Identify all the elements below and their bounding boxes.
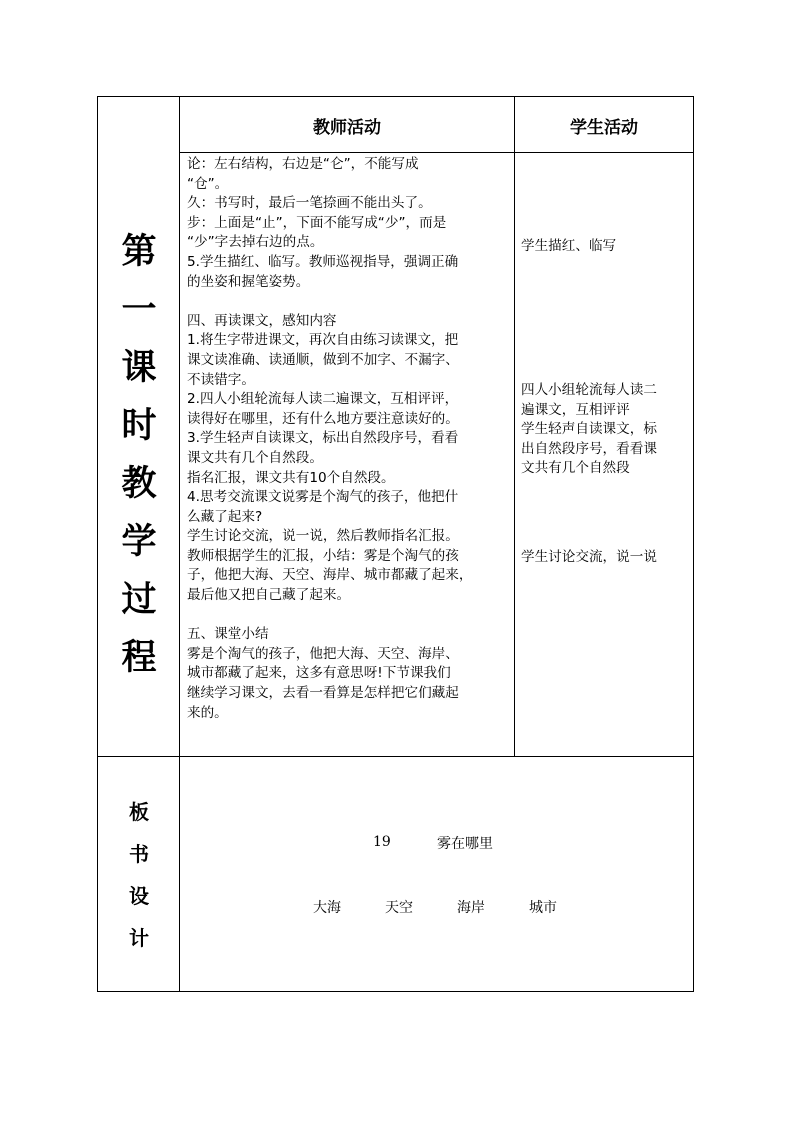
teacher-line: 教师根据学生的汇报，小结：雾是个淘气的孩 bbox=[187, 547, 459, 564]
teacher-line: 步：上面是“止”，下面不能写成“少”，而是 bbox=[187, 214, 447, 231]
teacher-line: 子，他把大海、天空、海岸、城市都藏了起来， bbox=[187, 567, 473, 584]
teacher-line: 雾是个淘气的孩子，他把大海、天空、海岸、 bbox=[187, 645, 459, 662]
board-word: 天空 bbox=[385, 900, 413, 916]
side-char: 一 bbox=[121, 288, 157, 330]
teacher-line: 城市都藏了起来，这多有意思呀!下节课我们 bbox=[187, 665, 451, 682]
teacher-line: 么藏了起来? bbox=[187, 508, 263, 525]
teacher-line: “仓”。 bbox=[187, 175, 229, 192]
student-line: 遍课文，互相评评 bbox=[521, 401, 630, 418]
board-lesson-title: 雾在哪里 bbox=[437, 836, 493, 852]
student-line: 文共有几个自然段 bbox=[521, 460, 630, 477]
side-char: 程 bbox=[121, 636, 157, 678]
teacher-line: 的坐姿和握笔姿势。 bbox=[187, 273, 310, 290]
teacher-line: 课文共有几个自然段。 bbox=[187, 449, 323, 466]
side-char: 学 bbox=[121, 520, 157, 562]
teacher-line: 3.学生轻声自读课文，标出自然段序号，看看 bbox=[187, 430, 459, 447]
teacher-line: 不读错字。 bbox=[187, 371, 255, 388]
teacher-line: 读得好在哪里，还有什么地方要注意读好的。 bbox=[187, 410, 459, 427]
teacher-activity-header-text: 教师活动 bbox=[313, 117, 381, 138]
student-line: 学生轻声自读课文，标 bbox=[521, 421, 657, 438]
teacher-line: 继续学习课文，去看一看算是怎样把它们藏起 bbox=[187, 685, 459, 702]
side-char: 板 bbox=[129, 800, 149, 824]
side-char: 教 bbox=[121, 462, 157, 504]
teacher-line: 4.思考交流课文说雾是个淘气的孩子，他把什 bbox=[187, 489, 459, 506]
teacher-activity-header bbox=[180, 97, 514, 153]
student-activity-block-3 bbox=[521, 548, 691, 568]
student-line: 四人小组轮流每人读二 bbox=[521, 382, 657, 398]
board-section-divider bbox=[98, 756, 693, 757]
side-label-process bbox=[98, 153, 180, 756]
side-char: 设 bbox=[129, 884, 149, 908]
side-char: 过 bbox=[121, 578, 157, 620]
teacher-line: 指名汇报，课文共有10个自然段。 bbox=[187, 469, 395, 486]
teacher-line: 论：左右结构，右边是“仑”，不能写成 bbox=[187, 156, 419, 172]
side-char: 计 bbox=[129, 926, 149, 950]
side-char: 课 bbox=[121, 346, 157, 388]
student-activity-header bbox=[515, 97, 693, 153]
board-word: 海岸 bbox=[457, 900, 485, 916]
student-activity-header-text: 学生活动 bbox=[570, 117, 638, 138]
lesson-plan-table bbox=[97, 96, 694, 992]
board-word: 大海 bbox=[313, 900, 341, 916]
teacher-line: 课文读准确、读通顺，做到不加字、不漏字、 bbox=[187, 351, 459, 368]
student-line: 出自然段序号，看看课 bbox=[521, 440, 657, 457]
student-line: 学生描红、临写 bbox=[521, 238, 617, 254]
teacher-line: 学生讨论交流，说一说，然后教师指名汇报。 bbox=[187, 528, 459, 545]
teacher-line bbox=[187, 606, 515, 626]
teacher-line: 5.学生描红、临写。教师巡视指导，强调正确 bbox=[187, 253, 459, 270]
teacher-line: 四、再读课文，感知内容 bbox=[187, 312, 337, 329]
board-lesson-number: 19 bbox=[373, 834, 391, 850]
side-char: 书 bbox=[129, 842, 149, 866]
teacher-line: 五、课堂小结 bbox=[187, 626, 269, 643]
side-char: 第 bbox=[121, 230, 157, 272]
teacher-activity-content bbox=[187, 155, 515, 723]
teacher-line: 2.四人小组轮流每人读二遍课文，互相评评， bbox=[187, 391, 459, 408]
teacher-line: 来的。 bbox=[187, 704, 228, 721]
board-word: 城市 bbox=[529, 900, 557, 916]
teacher-line: 久：书写时，最后一笔捺画不能出头了。 bbox=[187, 195, 432, 212]
teacher-line: “少”字去掉右边的点。 bbox=[187, 234, 324, 251]
teacher-line: 最后他又把自己藏了起来。 bbox=[187, 587, 351, 604]
student-activity-block-2 bbox=[521, 381, 691, 479]
student-activity-block-1 bbox=[521, 237, 691, 257]
teacher-line: 1.将生字带进课文，再次自由练习读课文，把 bbox=[187, 332, 459, 349]
side-char: 时 bbox=[121, 404, 157, 446]
student-line: 学生讨论交流，说一说 bbox=[521, 549, 657, 565]
teacher-line bbox=[187, 292, 515, 312]
side-label-board-design bbox=[98, 757, 180, 993]
